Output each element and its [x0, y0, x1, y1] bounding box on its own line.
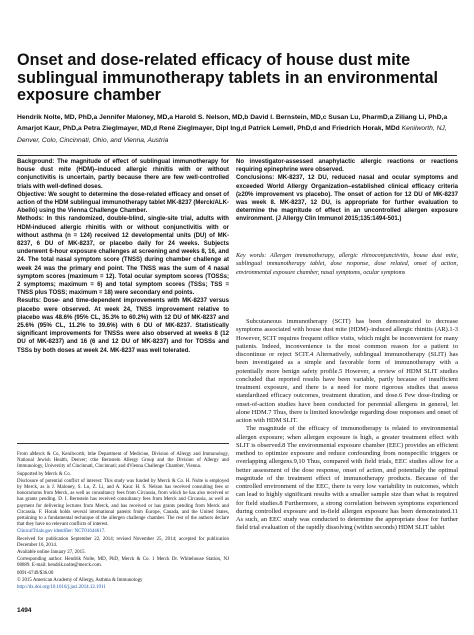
abstract-right-column [236, 158, 458, 224]
keywords: Key words: Allergen immunotherapy, allergic rhinoconjunctivitis, house dust mite, sublingual immunotherapy tablet, dose response, dose related, onset of action, environmental exposure chamber, nasal symptoms, ocular symptoms [236, 252, 458, 276]
footnote-issn: 0091-6749/$36.00 [17, 570, 54, 576]
footnote-corresponding: Corresponding author: Hendrik Nolte, MD, PhD, Merck & Co. 1 Merck Dr. Whitehouse Station, NJ 08889. E-mail: hendrik.nolte@merck.com. [17, 557, 229, 569]
abstract-background: Background: The magnitude of effect of sublingual immunotherapy for house dust mite (HDM)–induced allergic rhinitis with or without conjunctivitis is uncertain, partly because there are few well-controlled trials with well-defined doses. [17, 159, 229, 190]
article-title: Onset and dose-related efficacy of house dust mite sublingual immunotherapy tablets in an environmental exposure chamber [17, 51, 438, 104]
footnote-available: Available online January 27, 2015. [17, 550, 86, 556]
footnote-copyright: © 2015 American Academy of Allergy, Asthma & Immunology [17, 577, 143, 583]
clinical-trials-link[interactable]: ClinicalTrials.gov identifier: NCT01644617. [17, 529, 106, 535]
abstract-left-column [17, 158, 229, 355]
author-block [17, 112, 459, 146]
abstract-results-continued: No investigator-assessed anaphylactic allergic reactions or reactions requiring epinephrine were observed. [236, 159, 458, 174]
body-paragraph: The magnitude of the efficacy of immunotherapy is related to environmental allergen exposure; when allergen exposure is high, a greater treatment effect with SLIT is observed.8 The environmental exposure chamber (EEC) provides an efficient method to optimize exposure and reduce confounding from nonspecific triggers or overlapping allergens.9,10 Thus, compared with field trials, EEC studies allow for a better assessment of the dose response, onset of action, and potentially the optimal magnitude of the treatment effect of immunotherapy products. Because of the controlled environment of the EEC, there is very low variability in outcomes, which can lead to highly significant results with a smaller sample size than what is required for field studies.8 Furthermore, a strong correlation between symptoms experienced during controlled exposure and in-field allergen exposure has been demonstrated.11 As such, an EEC study was conducted to determine the appropriate dose for further field trial evaluation of the rapidly dissolving (within seconds) HDM SLIT tablet [236, 425, 458, 532]
doi-link[interactable]: http://dx.doi.org/10.1016/j.jaci.2014.12.1911 [17, 585, 106, 591]
abstract-conclusions: Conclusions: MK-8237, 12 DU, reduced nasal and ocular symptoms and exceeded World Allergy Organization–established clinical efficacy criteria (≥20% improvement vs placebo). The onset of action for 12 DU of MK-8237 was week 8. MK-8237, 12 DU, is appropriate for further evaluation to determine the magnitude of effect in an uncontrolled allergen exposure environment. (J Allergy Clin Immunol 2015;135:1494-501.) [236, 175, 458, 223]
footnote-disclosure: Disclosure of potential conflict of interest: This study was funded by Merck & Co. H. Nolte is employed by Merck, as is J. Maloney, S. Lu, Z. Li, and A. Kaur. H. S. Nelson has received consulting fees or honorariums from Merck, as well as consultancy fees from Circassia, from which he has also received or has grants pending. D. I. Bernstein has received consultancy fees from Merck and Circassia, as well as payment for delivering lectures from Merck, and has received or has grants pending from Merck and Circassia. F. Horak holds several international patents from Europe, Canada, and the United States, pertaining to a fundamental technique of the allergen challenge chamber. The rest of the authors declare that they have no relevant conflicts of interest. [17, 478, 229, 528]
footnotes [17, 452, 229, 592]
footnote-support: Supported by Merck & Co. [17, 471, 71, 477]
page-number: 1494 [17, 607, 32, 614]
author-affiliations: Kenilworth, NJ, Denver, Colo, Cincinnati, Ohio, and Vienna, Austria [17, 125, 447, 144]
abstract-bottom-rule [17, 443, 229, 444]
footnote-affiliations: From aMerck & Co, Kenilworth; bthe Department of Medicine, Division of Allergy and Immunology, National Jewish Health, Denver; cthe Bernstein Allergy Group and the Division of Allergy and Immunology, University of Cincinnati, Cincinnati; and dVienna Challenge Chamber, Vienna. [17, 452, 229, 470]
abstract-results: Results: Dose- and time-dependent improvements with MK-8237 versus placebo were observed. At week 24, TNSS improvement relative to placebo was 48.6% (95% CL, 35.3% to 60.2%) with 12 DU of MK-8237 and 25.6% (95% CL, 11.2% to 39.6%) with 6 DU of MK-8237. Statistically significant improvements for TNSSs were also observed at weeks 8 (12 DU of MK-8237) and 16 (6 and 12 DU of MK-8237) and for TOSSs and TSSs by both doses at week 24. MK-8237 was well tolerated. [17, 298, 229, 354]
abstract-top-rule [17, 155, 457, 156]
abstract-objective: Objective: We sought to determine the dose-related efficacy and onset of action of the HDM sublingual immunotherapy tablet MK-8237 (Merck/ALK-Abelló) using the Vienna Challenge Chamber. [17, 191, 229, 215]
author-names: Hendrik Nolte, MD, PhD,a Jennifer Maloney, MD,a Harold S. Nelson, MD,b David I. Bernstein, MD,c Susan Lu, PharmD,a Ziliang Li, PhD,a Amarjot Kaur, PhD,a Petra Zieglmayer, MD,d René Zieglmayer, Dipl Ing,d Patrick Lemell, PhD,d and Friedrich Horak, MDd [17, 114, 448, 133]
body-paragraph: Subcutaneous immunotherapy (SCIT) has been demonstrated to decrease symptoms associated with house dust mite (HDM)–induced allergic rhinitis (AR).1-3 However, SCIT requires frequent office visits, which might be inconvenient for many patients. Indeed, inconvenience is the most common reason for a patient to discontinue or reject SCIT.4 Alternatively, sublingual immunotherapy (SLIT) has been investigated as a simple and favorable form of immunotherapy with a potentially more benign safety profile.5 However, a review of HDM SLIT studies concluded that reported results have been variable, partly because of insufficient treatment exposure, and there is a need for more rigorous studies that assess standardized efficacy outcomes, treatment duration, and dose.6 Few dose-finding or onset-of-action studies have been conducted for perennial allergens in general, let alone HDM.7 Thus, there is limited knowledge regarding dose responses and onset of action with HDM SLIT. [236, 318, 458, 424]
abstract-methods: Methods: In this randomized, double-blind, single-site trial, adults with HDM-induced allergic rhinitis with or without conjunctivitis with or without asthma (n = 124) received 12 developmental units (DU) of MK-8237, 6 DU of MK-8237, or placebo daily for 24 weeks. Subjects underwent 6-hour exposure challenges at screening and weeks 8, 16, and 24. The total nasal symptom score (TNSS) during chamber challenge at week 24 was the primary end point. The TNSS was the sum of 4 nasal symptom scores (maximum = 12). Total ocular symptom scores (TOSSs; 2 symptoms; maximum = 6) and total symptom scores (TSSs; TSS = TNSS plus TOSS; maximum = 18) were secondary end points. [17, 216, 229, 297]
body-text-column [236, 318, 458, 533]
footnote-received: Received for publication September 22, 2014; revised November 25, 2014; accepted for publication December 16, 2014. [17, 536, 229, 548]
